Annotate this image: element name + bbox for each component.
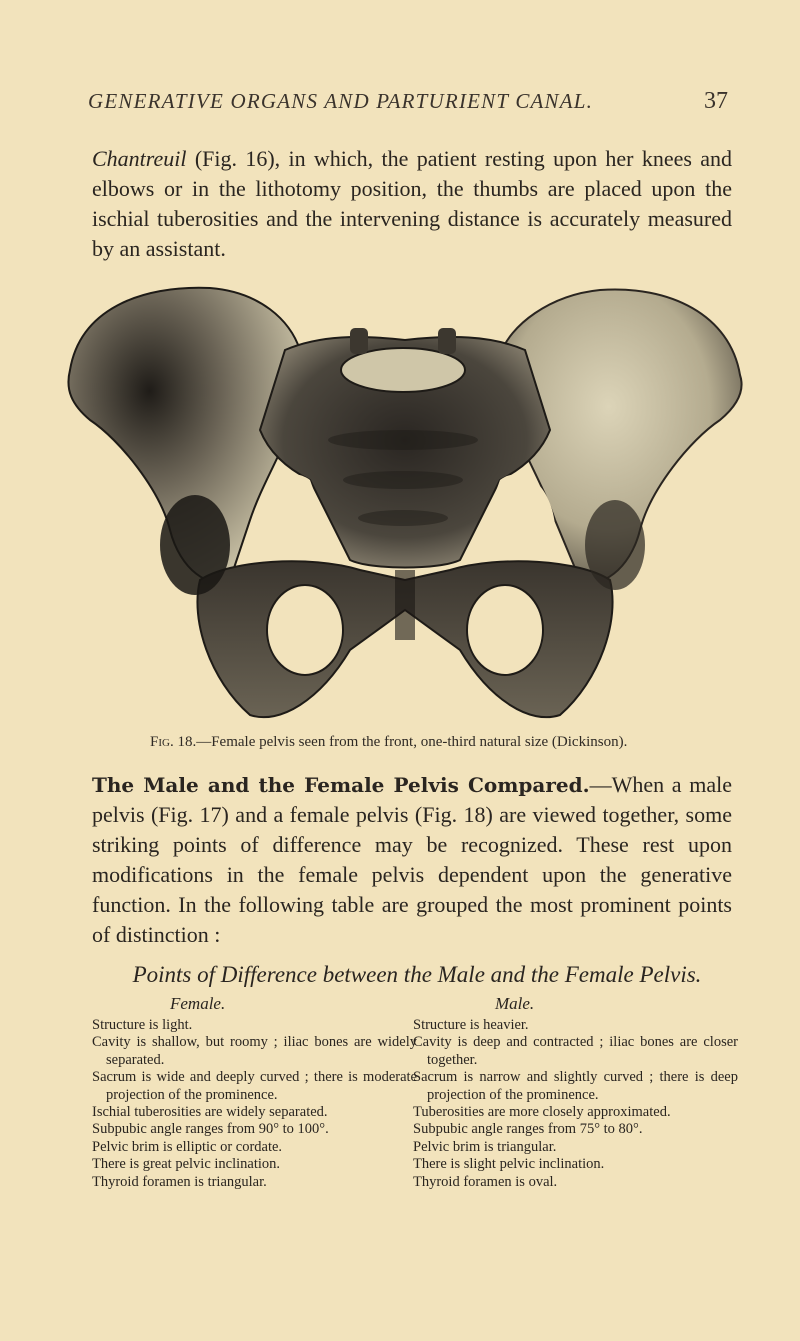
female-pelvis-icon: [60, 280, 750, 730]
male-point: Structure is heavier.: [413, 1017, 529, 1033]
male-point: Thyroid foramen is oval.: [413, 1173, 558, 1190]
column-header-male: Male.: [495, 994, 535, 1013]
paragraph-comparison: [92, 770, 732, 950]
male-point: There is slight pelvic inclination.: [413, 1156, 605, 1173]
paragraph-text: (Fig. 16), in which, the patient resting upon her knees and elbows or in the lithotomy position, the thumbs are placed upon the ischial tuberosities and the intervening distance is accurately measured by an assistant.: [92, 146, 732, 261]
female-point: Structure is light.: [92, 1017, 193, 1033]
paragraph-chantreuil: [92, 144, 732, 264]
table-title: Points of Difference between the Male and the Female Pelvis.: [132, 962, 702, 987]
female-point: Thyroid foramen is triangular.: [92, 1173, 267, 1190]
caption-text: —Female pelvis seen from the front, one-third natural size (Dickinson).: [196, 734, 628, 750]
male-point: Tuberosities are more closely approximated.: [413, 1104, 671, 1121]
male-point: Sacrum is narrow and slightly curved ; there is deep projection of the prominence.: [413, 1069, 738, 1103]
author-name: Chantreuil: [92, 146, 187, 171]
female-column: [92, 1017, 417, 1191]
male-point: Pelvic brim is triangular.: [413, 1138, 557, 1155]
column-header-female: Female.: [170, 994, 226, 1013]
female-point: Subpubic angle ranges from 90° to 100°.: [92, 1121, 329, 1138]
paragraph-text: —When a male pelvis (Fig. 17) and a female pelvis (Fig. 18) are viewed together, some striking points of difference may be recognized. These rest upon modifications in the female pelvis dependent upon the generative function. In the following table are grouped the most prominent points of distinction :: [92, 772, 732, 947]
running-head: [88, 88, 728, 115]
male-point: Cavity is deep and contracted ; iliac bones are closer together.: [413, 1034, 738, 1068]
pelvis-illustration: [60, 280, 750, 730]
female-point: There is great pelvic inclination.: [92, 1156, 281, 1173]
female-point: Pelvic brim is elliptic or cordate.: [92, 1138, 283, 1155]
figure-number: Fig. 18.: [150, 734, 197, 750]
female-point: Ischial tuberosities are widely separated.: [92, 1104, 328, 1121]
female-point: Sacrum is wide and deeply curved ; there is moderate projection of the prominence.: [92, 1069, 417, 1103]
female-point: Cavity is shallow, but roomy ; iliac bones are widely separated.: [92, 1034, 417, 1068]
page-number: 37: [704, 88, 728, 114]
figure-caption: [150, 734, 710, 751]
male-column: [413, 1017, 738, 1191]
male-point: Subpubic angle ranges from 75° to 80°.: [413, 1121, 643, 1138]
running-head-title: GENERATIVE ORGANS AND PARTURIENT CANAL.: [88, 89, 594, 113]
section-heading: The Male and the Female Pelvis Compared.: [92, 773, 590, 797]
